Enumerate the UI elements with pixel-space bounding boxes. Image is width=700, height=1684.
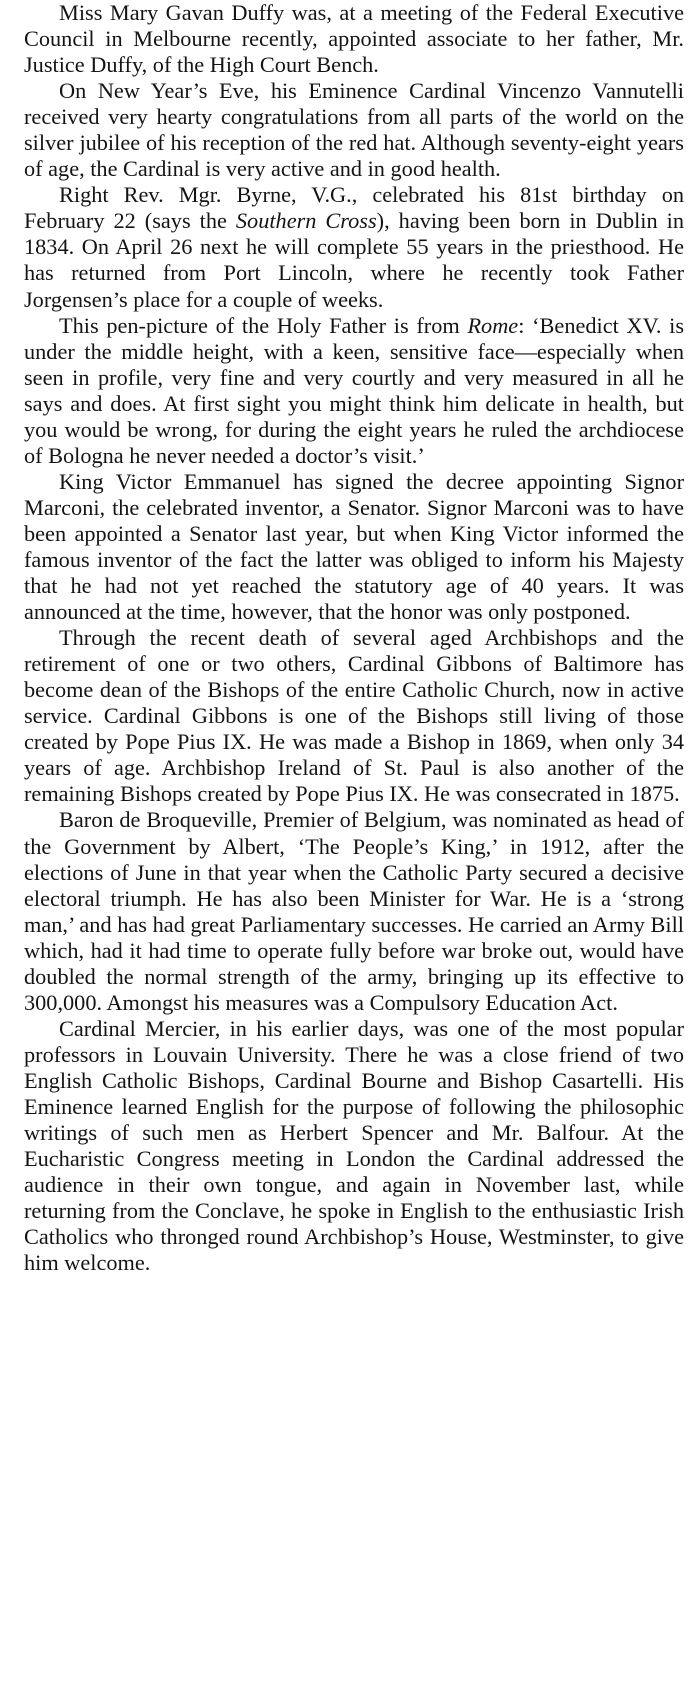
paragraph-text: Baron de Broqueville, Premier of Belgium, was nominated as head of the Government by Albert, ‘The People’s King,’ in 1912, after the elections of June in that year when the Catholic Party secured a decisive electoral triumph. He has also been Minister for War. He is a ‘strong man,’ and has had great Parliamentary successes. He carried an Army Bill which, had it had time to operate fully before war broke out, would have doubled the normal strength of the army, bringing up its effective to 300,000. Amongst his measures was a Compulsory Education Act. [24, 807, 684, 1015]
paragraph-marconi [24, 469, 684, 625]
paragraph-text: Through the recent death of several aged Archbishops and the retirement of one or two others, Cardinal Gibbons of Baltimore has become dean of the Bishops of the entire Catholic Church, now in active service. Cardinal Gibbons is one of the Bishops still living of those created by Pope Pius IX. He was made a Bishop in 1869, when only 34 years of age. Archbishop Ireland of St. Paul is also another of the remaining Bishops created by Pope Pius IX. He was consecrated in 1875. [24, 625, 684, 807]
paragraph-benedict [24, 313, 684, 469]
paragraph-text: ), having been born in Dublin in 1834. On April 26 next he will complete 55 years in the priesthood. He has returned from Port Lincoln, where he recently took Father Jorgensen’s place for a couple of weeks. [24, 208, 684, 312]
paragraph-gibbons [24, 625, 684, 807]
newspaper-title: Southern Cross [235, 208, 377, 234]
paragraph-duffy [24, 0, 684, 78]
paragraph-broqueville [24, 807, 684, 1015]
paragraph-text: On New Year’s Eve, his Eminence Cardinal Vincenzo Vannutelli received very hearty congratulations from all parts of the world on the silver jubilee of his reception of the red hat. Although seventy-eight years of age, the Cardinal is very active and in good health. [24, 78, 684, 182]
paragraph-mercier [24, 1016, 684, 1276]
paragraph-text: King Victor Emmanuel has signed the decree appointing Signor Marconi, the celebrated inventor, a Senator. Signor Marconi was to have been appointed a Senator last year, but when King Victor informed the famous inventor of the fact the latter was obliged to inform his Majesty that he had not yet reached the statutory age of 40 years. It was announced at the time, however, that the honor was only postponed. [24, 468, 684, 625]
paragraph-text: Miss Mary Gavan Duffy was, at a meeting of the Federal Executive Council in Melbourne recently, appointed associate to her father, Mr. Justice Duffy, of the High Court Bench. [24, 0, 684, 78]
paragraph-text: : ‘Benedict XV. is under the middle height, with a keen, sensitive face—especially when seen in profile, very fine and very courtly and very measured in all he says and does. At first sight you might think him delicate in health, but you would be wrong, for during the eight years he ruled the archdiocese of Bologna he never needed a doctor’s visit.’ [24, 312, 684, 468]
paragraph-byrne [24, 182, 684, 312]
paragraph-text: This pen-picture of the Holy Father is from [59, 312, 468, 338]
paragraph-vannutelli [24, 78, 684, 182]
paragraph-text: Right Rev. Mgr. Byrne, V.G., celebrated his 81st birthday on February 22 (says the [24, 182, 684, 234]
paragraph-text: Cardinal Mercier, in his earlier days, was one of the most popular professors in Louvain University. There he was a close friend of two English Catholic Bishops, Cardinal Bourne and Bishop Casartelli. His Eminence learned English for the purpose of following the philosophic writings of such men as Herbert Spencer and Mr. Balfour. At the Eucharistic Congress meeting in London the Cardinal addressed the audience in their own tongue, and again in November last, while returning from the Conclave, he spoke in English to the enthusiastic Irish Catholics who thronged round Archbishop’s House, Westminster, to give him welcome. [24, 1015, 684, 1276]
publication-title: Rome [467, 312, 519, 338]
